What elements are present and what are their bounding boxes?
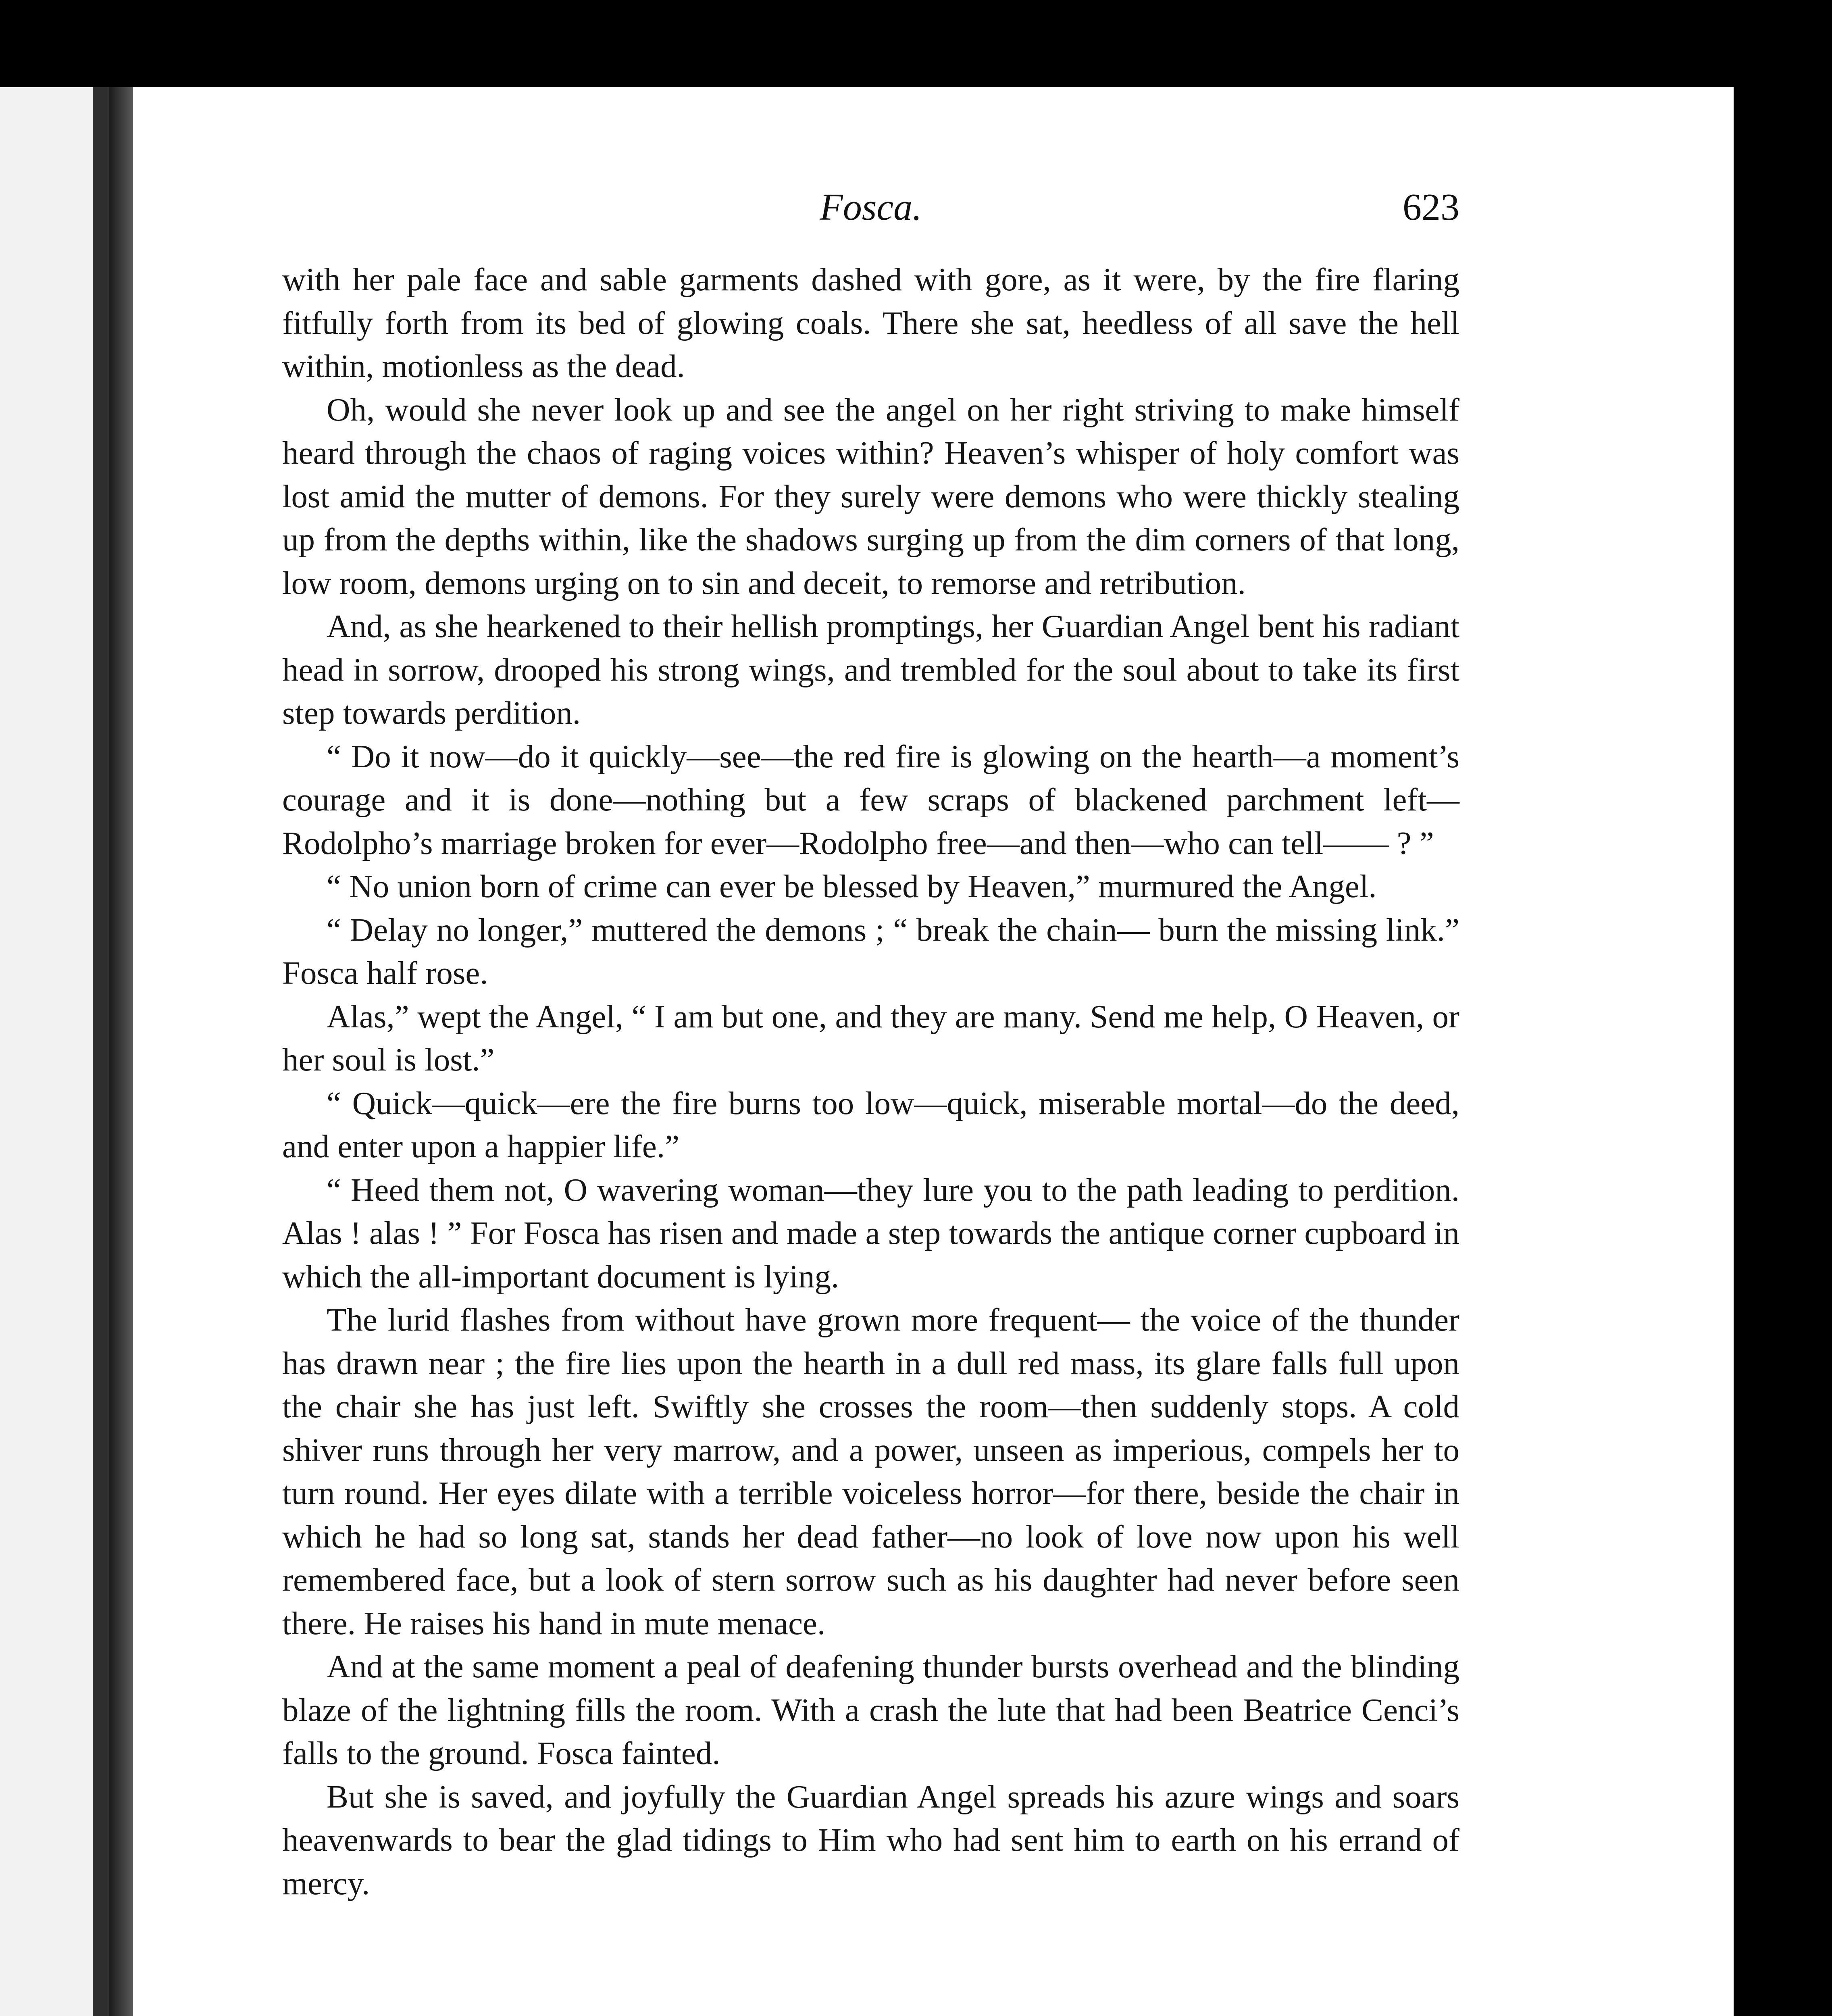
paragraph: And at the same moment a peal of deafening thunder bursts overhead and the blinding blaze of the lightning fills the room. With a crash the lute that had been Beatrice Cenci’s falls to the ground. Fosca fainted. — [282, 1648, 1459, 1771]
page-number: 623 — [1403, 186, 1459, 228]
paragraph: But she is saved, and joyfully the Guardian Angel spreads his azure wings and soars heavenwards to bear the glad tidings to Him who had sent him to earth on his errand of mercy. — [282, 1778, 1459, 1901]
book-gutter — [109, 87, 133, 2016]
paragraph: And, as she hearkened to their hellish promptings, her Guardian Angel bent his radiant head in sorrow, drooped his strong wings, and trembled for the soul about to take its first step towards perdition. — [282, 608, 1459, 731]
paragraph: “ Do it now—do it quickly—see—the red fire is glowing on the hearth—a moment’s courage and it is done—nothing but a few scraps of blackened parchment left—Rodolpho’s marriage broken for ever—Rodolpho free—and then—who can tell—— ? ” — [282, 738, 1459, 861]
paragraph: “ Delay no longer,” muttered the demons ; “ break the chain— burn the missing link.” Fosca half rose. — [282, 911, 1459, 991]
paragraph: “ Quick—quick—ere the fire burns too low—quick, miserable mortal—do the deed, and enter upon a happier life.” — [282, 1085, 1459, 1164]
paragraph: The lurid flashes from without have grown more frequent— the voice of the thunder has drawn near ; the fire lies upon the hearth in a dull red mass, its glare falls full upon the chair she has just left. Swiftly she crosses the room—then suddenly stops. A cold shiver runs through her very marrow, and a power, unseen as imperious, compels her to turn round. Her eyes dilate with a terrible voiceless horror—for there, beside the chair in which he had so long sat, stands her dead father—no look of love now upon his well remembered face, but a look of stern sorrow such as his daughter had never before seen there. He raises his hand in mute menace. — [282, 1302, 1459, 1641]
left-page-edge — [0, 87, 109, 2016]
paragraph: with her pale face and sable garments dashed with gore, as it were, by the fire flaring fitfully forth from its bed of glowing coals. There she sat, heedless of all save the hell within, motionless as the dead. — [282, 261, 1459, 384]
paragraph: Alas,” wept the Angel, “ I am but one, and they are many. Send me help, O Heaven, or her soul is lost.” — [282, 998, 1459, 1078]
paragraph: “ Heed them not, O wavering woman—they lure you to the path leading to perdition. Alas ! alas ! ” For Fosca has risen and made a step towards the antique corner cupboard in which the all-important document is lying. — [282, 1171, 1459, 1295]
running-title: Fosca. — [820, 186, 922, 228]
story-text — [282, 258, 1459, 1905]
page-header — [282, 185, 1459, 242]
paragraph: Oh, would she never look up and see the angel on her right striving to make himself heard through the chaos of raging voices within? Heaven’s whisper of holy comfort was lost amid the mutter of demons. For they surely were demons who were thickly stealing up from the depths within, like the shadows surging up from the dim corners of that long, low room, demons urging on to sin and deceit, to remorse and retribution. — [282, 391, 1459, 601]
paragraph: “ No union born of crime can ever be blessed by Heaven,” murmured the Angel. — [327, 868, 1377, 904]
